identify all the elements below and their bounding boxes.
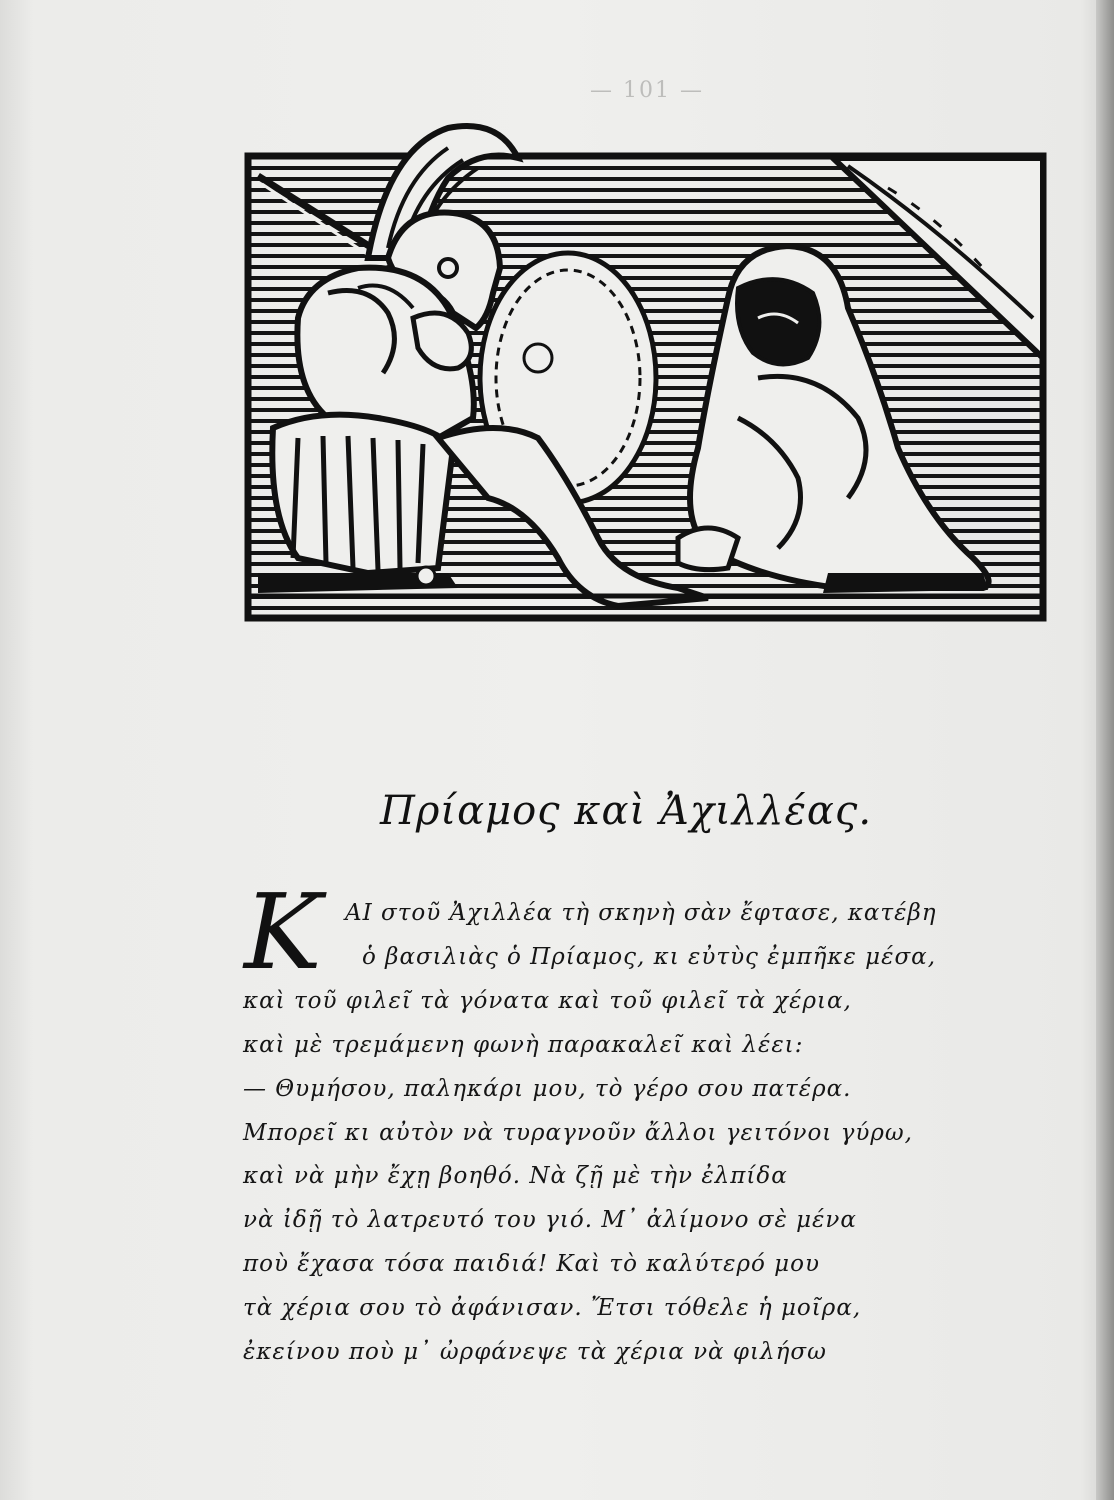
poem-line-7: καὶ νὰ μὴν ἔχῃ βοηθό. Νὰ ζῇ μὲ τὴν ἐλπίδα	[243, 1163, 788, 1189]
poem-line-3: καὶ τοῦ φιλεῖ τὰ γόνατα καὶ τοῦ φιλεῖ τὰ χέρια,	[243, 988, 852, 1014]
poem-line-9: ποὺ ἔχασα τόσα παιδιά! Καὶ τὸ καλύτερό μου	[243, 1251, 820, 1277]
poem-line-1: ΑΙ στοῦ Ἀχιλλέα τὴ σκηνὴ σὰν ἔφτασε, κατέβη	[345, 900, 937, 926]
bleed-through-page-number: — 101 —	[590, 78, 704, 103]
poem-line-6: Μπορεῖ κι αὐτὸν νὰ τυραγνοῦν ἄλλοι γειτόνοι γύρω,	[243, 1120, 913, 1146]
drop-cap-letter: Κ	[244, 880, 322, 980]
poem-title: Πρίαμος καὶ Ἀχιλλέας.	[380, 788, 873, 834]
poem-line-5: — Θυμήσου, παληκάρι μου, τὸ γέρο σου πατέρα.	[243, 1076, 852, 1102]
woodcut-illustration	[238, 118, 1048, 630]
page-edge-shadow	[1096, 0, 1114, 1500]
poem-line-4: καὶ μὲ τρεμάμενη φωνὴ παρακαλεῖ καὶ λέει:	[243, 1032, 804, 1058]
poem-line-11: ἐκείνου ποὺ μ᾽ ὠρφάνεψε τὰ χέρια νὰ φιλήσω	[243, 1339, 827, 1365]
poem-line-10: τὰ χέρια σου τὸ ἀφάνισαν. Ἔτσι τόθελε ἡ μοῖρα,	[243, 1295, 862, 1321]
poem-line-8: νὰ ἰδῇ τὸ λατρευτό του γιό. Μ᾽ ἀλίμονο σὲ μένα	[243, 1207, 857, 1233]
drop-cap-ornament	[240, 880, 335, 980]
poem-line-2: ὁ βασιλιὰς ὁ Πρίαμος, κι εὐτὺς ἐμπῆκε μέσα,	[362, 944, 936, 970]
